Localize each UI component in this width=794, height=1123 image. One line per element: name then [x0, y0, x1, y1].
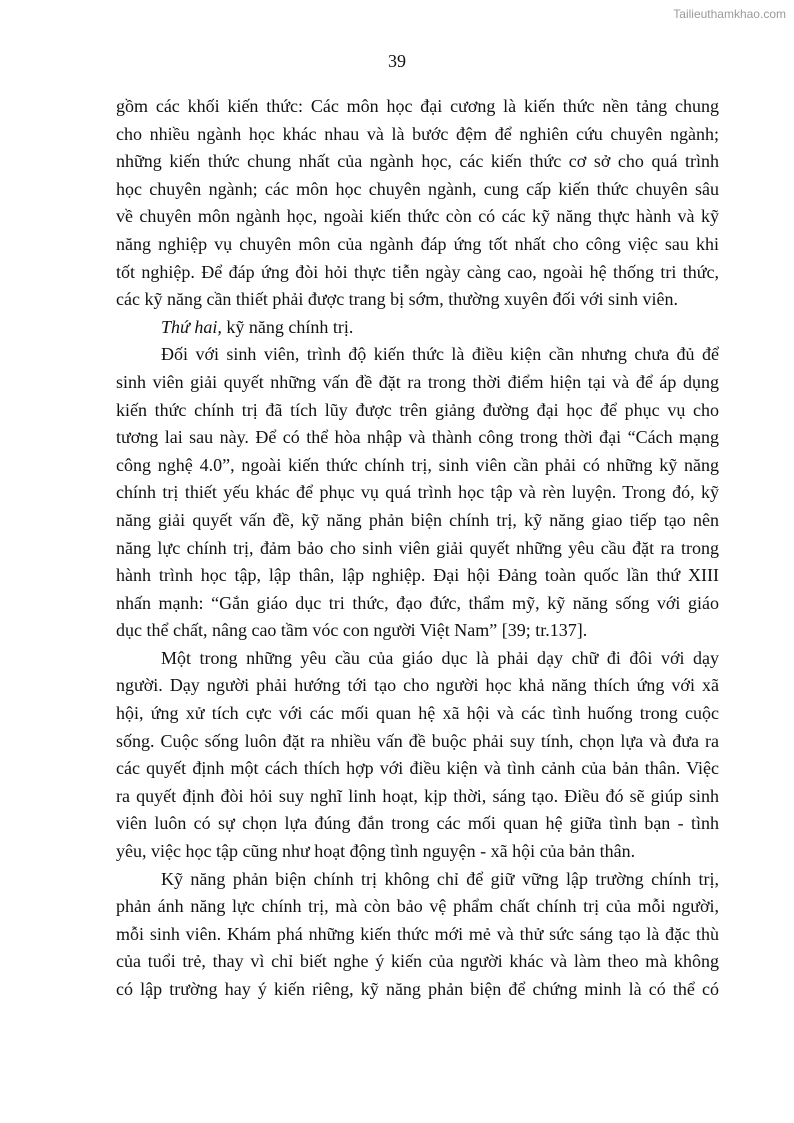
heading-title: kỹ năng chính trị. — [221, 316, 354, 337]
heading-ordinal: Thứ hai, — [161, 316, 222, 337]
text-line: các quyết định một cách thích hợp với điều kiện và tình cảnh của bản thân. Việc — [116, 758, 719, 779]
text-line: sinh viên giải quyết những vấn đề đặt ra trong thời điểm hiện tại và để áp dụng — [116, 371, 719, 392]
text-line: người. Dạy người phải hướng tới tạo cho người học khả năng thích ứng với xã — [116, 675, 719, 696]
text-line: năng nghiệp vụ chuyên môn của ngành đáp ứng tốt nhất cho công việc sau khi — [116, 233, 719, 254]
text-line: các kỹ năng cần thiết phải được trang bị sớm, thường xuyên đối với sinh viên. — [116, 289, 678, 310]
document-body — [116, 93, 719, 1004]
text-line: ra quyết định đòi hỏi suy nghĩ linh hoạt, kịp thời, sáng tạo. Điều đó sẽ giúp sinh — [116, 785, 719, 806]
section-heading — [116, 314, 719, 342]
text-line: những kiến thức chung nhất của ngành học, các kiến thức cơ sở cho quá trình — [116, 151, 719, 172]
text-line: dục thể chất, nâng cao tầm vóc con người Việt Nam” [39; tr.137]. — [116, 620, 588, 641]
text-line: chính trị thiết yếu khác để phục vụ quá trình học tập và rèn luyện. Trong đó, kỹ — [116, 482, 719, 503]
text-line: có lập trường hay ý kiến riêng, kỹ năng phản biện để chứng minh là có thể có — [116, 979, 719, 999]
text-line: về chuyên môn ngành học, ngoài kiến thức còn có các kỹ năng thực hành và kỹ — [116, 206, 719, 227]
text-line: viên luôn có sự chọn lựa đúng đắn trong các mối quan hệ giữa tình bạn - tình — [116, 813, 719, 834]
text-line: cho nhiều ngành học khác nhau và là bước đệm để nghiên cứu chuyên ngành; — [116, 123, 719, 144]
watermark: Tailieuthamkhao.com — [673, 7, 786, 21]
text-line: năng giải quyết vấn đề, kỹ năng phản biện chính trị, kỹ năng giao tiếp tạo nên — [116, 509, 719, 530]
text-line: tốt nghiệp. Để đáp ứng đòi hỏi thực tiễn ngày càng cao, ngoài hệ thống tri thức, — [116, 261, 719, 282]
text-line: Một trong những yêu cầu của giáo dục là phải dạy chữ đi đôi với dạy — [161, 647, 719, 668]
text-line: sống. Cuộc sống luôn đặt ra nhiều vấn đề buộc phải suy tính, chọn lựa và đưa ra — [116, 730, 719, 751]
text-line: tương lai sau này. Để có thể hòa nhập và thành công trong thời đại “Cách mạng — [116, 427, 719, 448]
text-line: công nghệ 4.0”, ngoài kiến thức chính trị, sinh viên cần phải có những kỹ năng — [116, 454, 719, 475]
text-line: hội, ứng xử tích cực với các mối quan hệ xã hội và các tình huống trong cuộc — [116, 703, 719, 724]
text-line: học chuyên ngành; các môn học chuyên ngành, cung cấp kiến thức chuyên sâu — [116, 178, 719, 199]
page-number: 39 — [388, 51, 406, 71]
text-line: kiến thức chính trị đã tích lũy được trên giảng đường đại học để phục vụ cho — [116, 399, 719, 420]
text-line: phản ánh năng lực chính trị, mà còn bảo vệ phẩm chất chính trị của mỗi người, — [116, 896, 719, 917]
text-line: của tuổi trẻ, thay vì chỉ biết nghe ý kiến của người khác và làm theo mà không — [116, 951, 719, 972]
text-line: Kỹ năng phản biện chính trị không chỉ để giữ vững lập trường chính trị, — [161, 868, 719, 889]
text-line: hành trình học tập, lập thân, lập nghiệp. Đại hội Đảng toàn quốc lần thứ XIII — [116, 565, 719, 586]
text-line: nhấn mạnh: “Gắn giáo dục tri thức, đạo đức, thẩm mỹ, kỹ năng sống với giáo — [116, 592, 719, 613]
text-line: mỗi sinh viên. Khám phá những kiến thức mới mẻ và thử sức sáng tạo là đặc thù — [116, 923, 719, 944]
text-line: yêu, việc học tập cũng như hoạt động tình nguyện - xã hội của bản thân. — [116, 841, 636, 862]
text-line: gồm các khối kiến thức: Các môn học đại cương là kiến thức nền tảng chung — [116, 96, 719, 116]
text-line: Đối với sinh viên, trình độ kiến thức là điều kiện cần nhưng chưa đủ để — [161, 344, 719, 365]
text-line: năng lực chính trị, đảm bảo cho sinh viên giải quyết những yêu cầu đặt ra trong — [116, 537, 719, 558]
